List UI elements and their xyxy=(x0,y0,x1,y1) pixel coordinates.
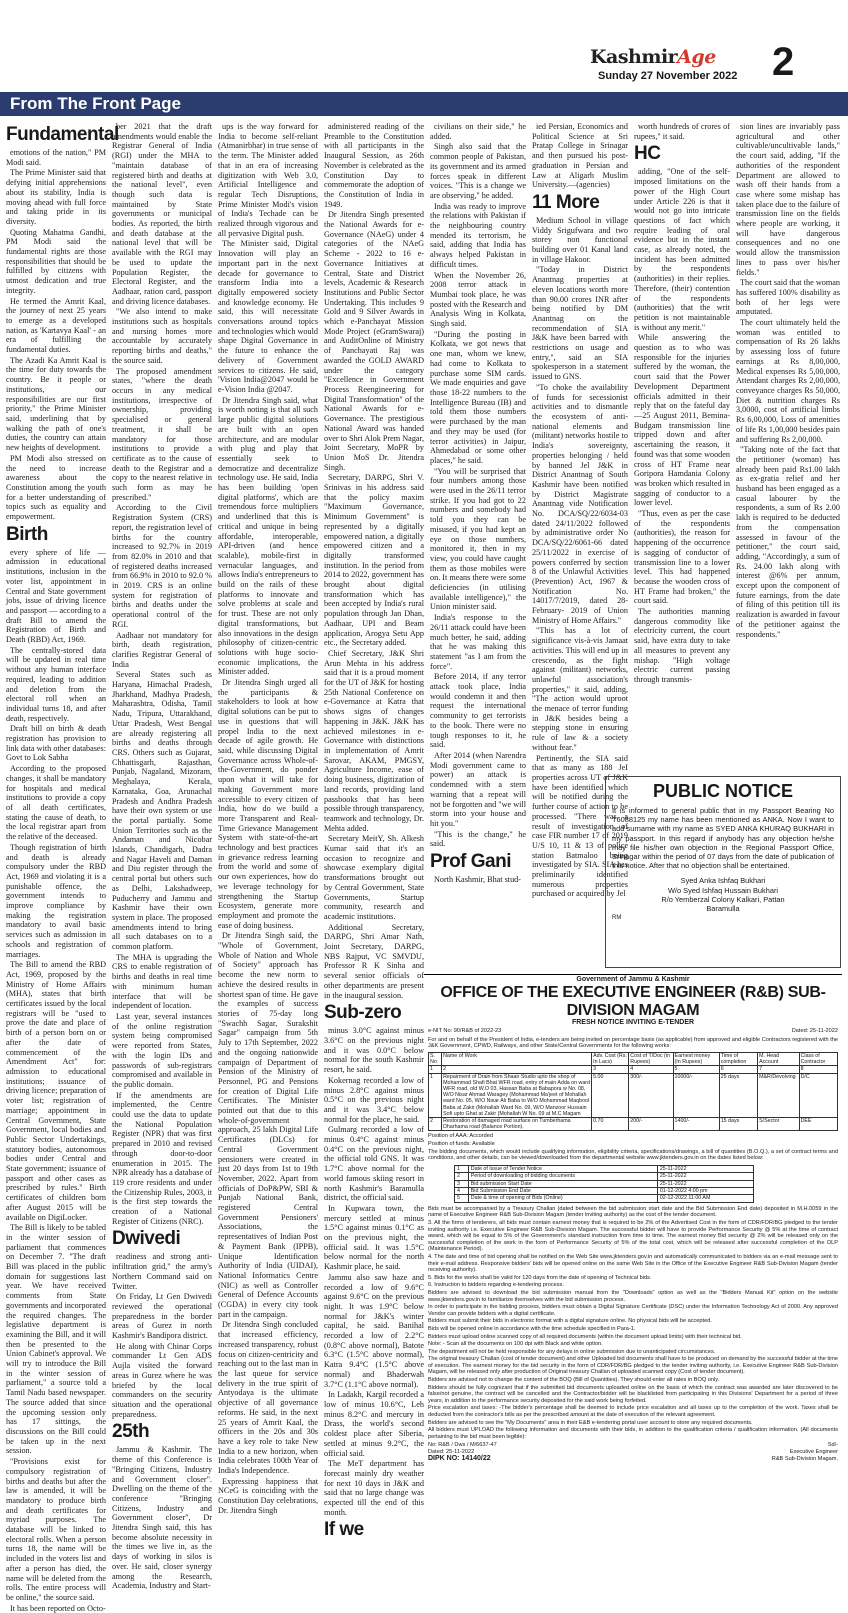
paragraph: Pertinently, the SIA said that as many as 188 JeI properties across UT of J&K have been identified which will be notified during the further course of action to be processed. "There was a result of investigation of case FIR number 17 of 2019 U/S 10, 11 & 13 of police station Batmaloo being investigated by SIA. SIA has preliminarily identified numerous properties purchased or acquired by Jel xyxy=(532,753,628,899)
paragraph: "Today in District Anantnag properties at eleven locations worth more than 90.00 crores INR after being notified by DM Anantnag on the recommendation of SIA J&K have been barred with restrictions on usage and entry,", said an SIA spokesperson in a statement issued to GNS. xyxy=(532,265,628,382)
notice-signatory-relation: W/o Syed Ishfaq Hussain Bukhari xyxy=(667,885,779,895)
paragraph: Medium School in village Viddy Srigufwara and two storey non functional building over 01 Kanal land in village Hakoor. xyxy=(532,215,628,264)
paragraph: Dr Jitendra Singh said, the "Whole of Government, Whole of Nation and Whole of Society" approach has become the new norm to achieve the desired results in shortest span of time. He gave the examples of success stories of 75-day long "Swachh Sagar, Surakshit Sagar" campaign from 5th July to 17th September, 2022 and the ongoing nationwide campaign of Department of Pension of the Ministry of Personnel, PG and Pensions for creation of Digital Life Certificates. The Minister pointed out that due to this whole-of-government approach, 25 lakh Digital Life Certificates (DLCs) for Central Government pensioners were created in just 20 days from 1st to 19th November, 2022. Apart from officials of DoP&PW, SBI & Punjab National Bank, registered Central Government Pensioners' Associations, the representatives of Indian Post & Payment Bank (IPPB), Unique Identification Authority of India (UIDAI), National Informatics Centre (NIC) as well as Controller General of Defence Accounts (CGDA) in every city took part in the campaign. xyxy=(218,931,318,1319)
paragraph: Singh also said that the common people of Pakistan, its government and its armed forces speak in different voices. "This is a change we are observing," he added. xyxy=(430,142,526,200)
tender-para: Bids must be accompanied by a Treasury Challan (dated between the bid submission start date and the Bid Submission End date) deposited in M.H.0059 in the name of Executive Engineer R&B Sub-Division Magam (tender inviting authority) as the cost of the tender document. xyxy=(428,1205,838,1219)
tender-para: 6. Instruction to bidders regarding e-tendering process. xyxy=(428,1282,564,1289)
tender-para: The department will not be held responsible for any delays in online submission due to unanticipated circumstances. xyxy=(428,1348,716,1355)
tender-funds: Position of funds: Available xyxy=(428,1141,495,1147)
paragraph: The centrally-stored data will be updated in real time without any human interface required, leading to addition and deletion from the electoral roll when an individual turns 18, and after death, respectively. xyxy=(6,645,106,723)
notice-signatory-district: Baramulla xyxy=(706,904,740,914)
paragraph: India was ready to improve the relations with Pakistan if the neighbouring country mended its terrorism, he said, adding that India has always helped Pakistan in difficult times. xyxy=(430,201,526,269)
table-header-cell: M. Head Account xyxy=(758,1052,799,1065)
table-column-number: 2 xyxy=(442,1066,592,1073)
table-cell: 1 xyxy=(429,1073,442,1117)
paragraph: The Azadi Ka Amrit Kaal is the time for duty towards the country. Be it people or institutions, our responsibilities are our first priority," the Prime Minister said, underlining that by walking the path of one's duties, the country can attain new heights of development. xyxy=(6,355,106,453)
paragraph: Secretary MeitY, Sh. Alkesh Kumar said that it's an occasion to recognize and showcase exemplary digital transformations brought out by Central Government, State Governments, Startup community, research and academic institutions. xyxy=(324,834,424,921)
paragraph: Before 2014, if any terror attack took place, India would condemn it and then request the international community to get terrorists to the book. There were no tough responses to it, he said. xyxy=(430,672,526,750)
headline-25th[interactable]: 25th xyxy=(112,1421,150,1443)
table-header-cell: S. No xyxy=(429,1052,442,1065)
paragraph: Chief Secretary, J&K Shri Arun Mehta in his address said that it is a proud moment for the UT of J&K for hosting 25th National Conference on e-Governance at Katra that shows signs of changes happening in J&K. J&K has achieved milestones in e-Governance with distinctions in implementation of Amrit Sarovar, AKAM, PMGSY, Agriculture Income, ease of doing business, digitization of land records, providing land passbooks that has been possible through transparency, teamwork and technology, Dr. Mehta added. xyxy=(324,648,424,833)
paragraph: When the November 26, 2008 terror attack in Mumbai took place, he was posted with the Research and Analysis Wing in Kolkata, Singh said. xyxy=(430,270,526,329)
paragraph: The MHA is upgrading the CRS to enable registration of births and deaths in real time with minimum human interface that will be independent of location. xyxy=(112,952,212,1011)
table-column-number: 6 xyxy=(719,1066,757,1073)
paragraph: Quoting Mahatma Gandhi, PM Modi said the fundamental rights are those responsibilities that should be fulfilled by citizens with utmost dedication and true integrity. xyxy=(6,227,106,295)
table-header-cell: Name of Work xyxy=(442,1052,592,1065)
paragraph: Though registration of birth and death is already compulsory under the RBD Act, 1969 and violating it is a punishable offence, the government intends to improve compliance by making the registration mandatory to avail basic services such as admission in schools and registration of marriages. xyxy=(6,842,106,959)
article-column-5 xyxy=(430,122,526,972)
article-column-1 xyxy=(6,122,119,1613)
tender-para: All bidders must UPLOAD the following information and documents with their bids, in addition to the qualification criteria / qualification information. (All documents pertaining to the bid must been legible): xyxy=(428,1427,838,1440)
paragraph: Dr Jitendra Singh said, what is worth noting is that all such large public digital solutions are built with an open architecture, and are modular with plug and play that essentially seek to democratize and decentralize technology use. He said, India has been building 'open digital platforms', which are tremendous force multipliers and underlined that this is critical and unique in being affordable, interoperable, API-driven (and hence scalable), mobile-first in vernacular languages, and allows India's entrepreneurs to build on the rails of these platforms to innovate and solve problems at scale and for trust. These are not only digital transformations, but also innovations in the design philosophy of citizen-centric solutions with huge socio-economic implications, the Minister added. xyxy=(218,395,318,677)
paragraph: The proposed amendment states, "where the death occurs in any medical institutions, irrespective of ownership, providing specialised or general treatment, it shall be mandatory for those institutions to provide a certificate as to the cause of death to the Registrar and a copy to the nearest relative in such form as may be prescribed." xyxy=(112,366,212,502)
tender-ref-date: Dated: 25-11-2022 xyxy=(428,1449,475,1455)
paragraph: worth hundreds of crores of rupees," it said. xyxy=(634,122,730,141)
paragraph: Aadhaar not mandatory for birth, death registration, clarifies Registrar General of India xyxy=(112,630,212,669)
paragraph: "Thus, even as per the case of the respondents (authorities), the reason for happening of the occurrence is sagging of conductor of transmission line to a lower level. This had happened because the wooden cross of HT Frame had broken," the court said. xyxy=(634,509,730,606)
paragraph: Dr Jitendra Singh urged all the participants & stakeholders to look at how digital solutions can be put to use in questions that will propel India to the next decade of agile growth. He said, while discussing Digital Governance across Whole-of-the-Government, do ponder upon what it will take for making Government more accessible to every citizen of India, how do we build a more Transparent and Real-Time Grievance Management System with state-of-the-art technology and best practices in grievance redress learning from the world and some of our own experiences, how do we leverage technology for strengthening the Startup Ecosystem, generate more employment and promote the ease of doing business. xyxy=(218,678,318,930)
paragraph: According to the proposed changes, it shall be mandatory for hospitals and medical institutions to provide a copy of all death certificates, stating the cause of death, to the local registrar apart from the relative of the deceased. xyxy=(6,764,106,842)
table-column-number: 3 xyxy=(592,1066,629,1073)
table-cell: 02-12-2022 11:00 AM xyxy=(657,1195,753,1202)
table-cell: Period of downloading of bidding documents xyxy=(468,1173,657,1180)
tender-works-table xyxy=(428,1052,838,1131)
tender-intro: For and on behalf of the President of India, e-tenders are being invited on percentage basis (as applicable) from approved and eligible Contractors registered with the J&K Government, CPWD, Railways, and other State/Central Governments for the following works: xyxy=(428,1036,838,1050)
paragraph: The Bill is likely to be tabled in the winter session of parliament that commences on December 7. "The draft Bill was placed in the public domain for suggestions last year. We have received comments from State governments and incorporated the required changes. The legislative department is examining the Bill, and it will then be presented to the Union Cabinet's approval. We will try to introduce the Bill in the winter session of parliament," a source told a Tamil Nadu based newspaper. The source added that since the upcoming session only has 17 sittings, the discussions on the Bill could be taken up in the next session. xyxy=(6,1223,106,1456)
tender-para: 3. All the firms of tenderers, all bids must contain earnest money that is required to be 2% of the Advertised Cost in the form of CDR/FDR/BG pledged to the tender inviting authority i.e. Executive Engineer R&B Sub-Division Magam. The successful bidder will have to provide Performance Security @ 5% at the time of contract award, which will be equal to 5% of the Government's standard instruction from time to time. The earnest money Bid security @ 2% will be released only on the successful completion of the work in the form of Performance Security of 5% of the total cost, which will be released after successful completion of the DLP (Maintenance Period). xyxy=(428,1220,838,1253)
table-cell: Bid submission Start Date xyxy=(468,1180,657,1187)
paragraph: Jammu & Kashmir. The theme of this Conference is "Bringing Citizens, Industry and Government closer". Dwelling on the theme of the conference "Bringing Citizens, Industry and Government closer", Dr Jitendra Singh said, this has become absolute necessity in the times we live in, as the days of working in silos is over. He said, closer synergy among the Research, Academia, Industry and Start- xyxy=(112,1445,212,1591)
headline-11-more[interactable]: 11 More xyxy=(532,191,600,213)
headline-dwivedi[interactable]: Dwivedi xyxy=(112,1228,181,1250)
paragraph: Secretary, DARPG, Shri V. Srinivas in his address said that the policy maxim "Maximum Governance, Minimum Government" is represented by a digitally empowered nation, a digitally empowered citizen and a digitally transformed institution. In the period from 2014 to 2022, government has brought about digital transformation which has been accepted by India's rural population through Jan Dhan, Aadhaar, UPI and Beam application, Arogya Setu App etc., the Secretary added. xyxy=(324,473,424,648)
paragraph: Dr Jitendra Singh presented the National Awards for e-Governance (NAeG) under 4 categories of the NAeG Scheme - 2022 to 16 e-Governance Initiatives at Central, State and District levels, Academic & Research Institutions and Public Sector Undertaking. This includes 9 Gold and 9 Silver Awards in which e-Panchayat Mission Mode Project (eGramSwaraj) and AuditOnline of Ministry of Panchayati Raj was awarded the GOLD AWARD under the category "Excellence in Government Process Reengineering for Digital Transformation" of the National Awards for e-Governance. The prestigious National Award was handed over to Shri Alok Prem Nagar, Joint Secretary, MoPR by Union MoS Dr. Jitendra Singh. xyxy=(324,210,424,472)
article-column-4 xyxy=(324,122,424,1541)
tender-dipk: DIPK NO: 14140/22 xyxy=(428,1454,491,1462)
table-cell: Repairment of Drain from Shaan Studio upto the shop of Mohammad Shafi Bhat WFR road, entry of main Adda on ward WFR road, old W.O 03, Hassan Baba at Babapora w No. 08, W/O Nisar Ahmad Waragey (Mohammad Ma'jeet of Mohallah ward No. 05, W/O Nisar Ali Baba to W/O Mohammad Maqbool Baba at Zakir (Mohallah Ward No. 09, W/O Manzoor Hussain Sofi upto Ghat at Zakir (Mohallah W No. 09 at M.C Magam xyxy=(443,1073,591,1117)
paragraph: The authorities manning dangerous commodity like electricity current, the court said, have extra duty to take all measures to prevent any mishap. "High voltage electric current passing through transmis- xyxy=(634,607,730,684)
paragraph: If the amendments are implemented, the Centre could use the data to update the National Population Register (NPR) that was first prepared in 2010 and revised through door-to-door enumeration in 2015. The NPR already has a database of 119 crore residents and under the Citizenship Rules, 2003, it is the first step towards the creation of a National Register of Citizens (NRC). xyxy=(112,1090,212,1226)
paragraph: Gulmarg recorded a low of minus 0.4°C against minus 0.4°C on the previous night, the official told GNS. It was 1.7°C above normal for the world famous skiing resort in north Kashmir's Baramulla district, the official said. xyxy=(324,1125,424,1203)
paragraph: sion lines are invariably pass agricultural and other cultivable/uncultivable lands," the court said, adding, "If the authorities of the respondent Department are allowed to wash off their hands from a case where some mishap has taken place due to the failure of transmission line on the fields where people are working, it will have dangerous consequences and no one would allow the transmission lines to pass over his/her fields." xyxy=(736,122,840,277)
table-cell: 1400/- xyxy=(673,1118,719,1131)
tender-para: 4. The date and time of bid opening shall be notified on the Web Site www.jktenders.gov.in and automatically communicated to bidders via an e-mail message sent to their e-mail address. Responsive bidders' bids will be opened online on the same Web Site in the Office of the Executive Engineer R&B Sub-Division Magam (tender receiving authority). xyxy=(428,1253,838,1274)
table-cell: 01-12-2022 4:00 pm xyxy=(657,1188,753,1195)
paragraph: Several States such as Haryana, Himachal Pradesh, Jharkhand, Madhya Pradesh, Maharashtra, Odisha, Tamil Nadu, Tripura, Uttarakhand, Uttar Pradesh, West Bengal are already registering all births and deaths through CRS. Others such as Gujarat, Chhattisgarh, Rajasthan, Punjab, Nagaland, Mizoram, Meghalaya, Kerala, Karnataka, Goa, Arunachal Pradesh and Andhra Pradesh have their own system or use the portal partially. Some Union Territories such as the Andaman and Nicobar Islands, Chandigarh, Dadra and Nagar Haveli and Daman and Diu register through the central portal but others such as Delhi, Lakshadweep, Puducherry and Jammu and Kashmir have their own system in place. The proposed amendments intend to bring all such databases on to a common platform. xyxy=(112,670,212,952)
paragraph: "We also intend to make institutions such as hospitals and nursing homes more accountable by accurately reporting births and deaths," the source said. xyxy=(112,307,212,365)
paragraph: According to the Civil Registration System (CRS) report, the registration level of births for the country increased to 92.7% in 2019 from 82.0% in 2010 and that of registered deaths increased from 66.9% in 2010 to 92.0 % in 2019. CRS is an online system for registration of births and deaths under the operational control of the RGI. xyxy=(112,503,212,629)
paragraph: "Taking note of the fact that the petitioner (woman) has already been paid Rs1.00 lakh as ex-gratia relief and her husband has been engaged as a casual labourer by the respondents, a sum of Rs 2.00 lakh is required to be deducted from the compensation assessed in favour of the petitioner," the court said, adding, "Accordingly, a sum of Rs. 24.00 lakh along with interest @6% per annum, except upon the component of future earnings, from the date of filing of this petition till its realization is awarded in favour of the petitioner against the respondents." xyxy=(736,445,840,639)
table-cell: Restoration of damaged road surface on Tumberhama Dharhama road (Balance Portion). xyxy=(442,1118,592,1131)
table-header-cell: Adv. Cost (Rs. In Lacs) xyxy=(593,1052,627,1066)
headline-fundamental[interactable]: Fundamental xyxy=(6,124,119,145)
table-cell: 10000/- xyxy=(673,1073,719,1117)
tender-signatory-dept: R&B Sub-Division Magam. xyxy=(771,1455,838,1462)
table-cell: M&R/Devolving xyxy=(758,1073,799,1117)
paragraph: On Friday, Lt Gen Dwivedi reviewed the operational preparedness in the border areas of Gurez in north Kashmir's Bandipora district. xyxy=(112,1292,212,1341)
tender-ref-number: No: R&B / Dws / M/6637-47 xyxy=(428,1442,497,1449)
table-cell: 2 xyxy=(455,1173,469,1180)
section-title: From The Front Page xyxy=(10,94,181,113)
tender-para: In order to participate in the bidding process, bidders must obtain a Digital Signature Certificate (DSC) under the Information Technology Act of 2000. Any approved Vendor can provide bidders with a digital certificate. xyxy=(428,1304,838,1317)
tender-para: Bidders are advised not to change the content of the BOQ (Bill of Quantities). They should enter all rates in BOQ only. xyxy=(428,1377,720,1384)
table-row xyxy=(429,1118,838,1131)
paragraph: Kokernag recorded a low of minus 2.8°C against minus 0.5°C on the previous night and it was 3.4°C below normal for the place, he said. xyxy=(324,1075,424,1124)
tender-para: Bids will be opened online in accordance with the time schedule specified in Para-1. xyxy=(428,1325,636,1332)
masthead xyxy=(0,0,848,88)
table-header-cell: Class of Contractor xyxy=(799,1052,837,1065)
paragraph: Expressing happiness that NCeG is coinciding with the Constitution Day celebrations, Dr. Jitendra Singh xyxy=(218,1476,318,1515)
table-cell: 5.00 xyxy=(592,1073,629,1117)
tender-para: The bidding documents, which would include qualifying information, eligibility criteria, specifications/drawings, a bill of quantities (B.O.Q.), a set of contract terms and conditions, and other details, can be viewed/downloaded from the departmental website www.jktenders.gov.in on the dates listed below: xyxy=(428,1148,838,1162)
paragraph: PM Modi also stressed on the need to increase awareness about the Constitution among the youth for a better understanding of topics such as equality and empowerment. xyxy=(6,453,106,522)
tender-title: OFFICE OF THE EXECUTIVE ENGINEER (R&B) SUB-DIVISION MAGAM xyxy=(440,983,826,1019)
tender-signatory-title: Executive Engineer xyxy=(789,1449,838,1455)
table-cell: S/Sector xyxy=(758,1118,799,1131)
paragraph: "You will be surprised that four numbers among those were used in the 26/11 terror strike. If you had got to 22 numbers and somebody had told you they can be misused, if you had kept an eye on those numbers, monitored it, then in my view, you could have caught them as those mobiles were on. It means there were some deficiencies (in utilising available intelligence)," the Union minister said. xyxy=(430,466,526,612)
table-header-cell: Cost of T/Doc (in Rupees) xyxy=(629,1052,673,1065)
public-notice-title: PUBLIC NOTICE xyxy=(652,781,793,801)
paragraph: The court ultimately held the woman was entitled to compensation of Rs 26 lakhs by assessing loss of future earnings at Rs 8,00,000, Medical expenses Rs 5,00,000, Attendant charges Rs 2,00,000, conveyance charges Rs 50,000, Diet & nutrition charges Rs 3,0000, cost of artificial limbs Rs 6,00,000, Loss of amenities of life Rs 1,00,000 besides pain and suffering Rs 2,00,000. xyxy=(736,318,840,444)
tender-para: 5. Bids for the works shall be valid for 120 days from the date of opening of Technical bids. xyxy=(428,1274,652,1281)
tender-para: Price escalation and taxes: -The bidder's percentage shall be deemed to include price escalation and all taxes up to the completion of the work. Taxes shall be deducted from the contractor's bills as per the prescribed amount at the date of execution of the relevant agreement. xyxy=(428,1405,838,1419)
paragraph: ied Persian, Economics and Political Science at Sri Pratap College in Srinagar and then pursued his post-graduation in Persian and Law at Aligarh Muslim University.—(agencies) xyxy=(532,122,628,190)
table-header-cell: Earnest money (In Rupees) xyxy=(673,1052,719,1065)
paragraph: After 2014 (when Narendra Modi government came to power) an attack is condemned with a stern warning that a repeat will not be forgotten and "we will storm into your house and hit you." xyxy=(430,751,526,828)
tender-date: Dated: 25-11-2022 xyxy=(791,1028,838,1035)
paragraph: ber 2021 that the draft amendments would enable the Registrar General of India (RGI) under the MHA to "maintain database of registered birth and deaths at the national level", even though such data is maintained by State governments or municipal bodies. As reported, the birth and death database at the national level that will be available with the RGI may be used to update the Population Register, the Electoral Register, and the Aadhaar, ration card, passport and driving licence databases. xyxy=(112,122,212,306)
paragraph: emotions of the nation," PM Modi said. xyxy=(6,148,106,167)
table-cell: Date & time of opening of Bids (Online) xyxy=(468,1195,657,1202)
table-cell: D/C xyxy=(799,1073,837,1117)
notice-signatory-name: Syed Anka Ishfaq Bukhari xyxy=(680,876,766,886)
article-column-2 xyxy=(112,122,212,1591)
paragraph: civilians on their side," he added. xyxy=(430,122,526,141)
paragraph: It has been reported on Octo- xyxy=(10,1603,106,1613)
tender-government: Government of Jammu & Kashmir xyxy=(576,976,690,983)
table-row xyxy=(455,1173,754,1180)
headline-sub-zero[interactable]: Sub-zero xyxy=(324,1002,402,1024)
table-cell: 200/- xyxy=(629,1118,673,1131)
table-cell: 25-11-2022 xyxy=(657,1165,753,1172)
public-notice-body: It is informed to general public that in my Passport Bearing No T6088125 my name has been mentioned as ANKA. Now I want to add surname with my name as SYED ANKA KHURAQ BUKHARI in my passport. In this regard if anybody has any objection he/she may file his/her own objection in the Regional Passport Office, Srinagar within the period of 07 days from the date of publication of this notice. After that no objection shall be entertained. xyxy=(612,806,834,871)
table-row xyxy=(455,1188,754,1195)
table-row xyxy=(429,1073,838,1117)
paragraph: He termed the Amrit Kaal, the journey of next 25 years to emerge as a developed nation, as 'Kartavya Kaal' - an era of fulfilling the fundamental duties. xyxy=(6,296,106,355)
paragraph: every sphere of life — admission in educational institutions, inclusion in the voter list, appointment in Central and State government jobs, issue of driving licence and passport — according to a draft Bill to amend the Registration of Birth and Death (RBD) Act, 1969. xyxy=(6,547,106,645)
headline-if-we[interactable]: If we xyxy=(324,1519,364,1541)
paragraph: In Kupwara town, the mercury settled at minus 1.5°C against minus 0.1°C as on the previous night, the official said. It was 1.5°C below normal for the north Kashmir place, he said. xyxy=(324,1203,424,1272)
page-number: 2 xyxy=(772,40,795,84)
paragraph: Jammu also saw haze and recorded a low of 9.6°C against 9.6°C on the previous night. It was 1.9°C below normal for J&K's winter capital, he said. Banihal recorded a low of 2.2°C (0.8°C above normal), Batote 6.3°C (1.5°C above normal), Katra 9.4°C (1.5°C above normal) and Bhaderwah 3.7°C (1.1°C above normal). xyxy=(324,1272,424,1389)
table-column-number: 1 xyxy=(429,1066,442,1073)
tender-sd: Sd/- xyxy=(827,1442,838,1449)
headline-prof-gani[interactable]: Prof Gani xyxy=(430,851,512,873)
table-cell: 4 xyxy=(455,1188,469,1195)
paragraph: Draft bill on birth & death registration has provision to link data with other databases: Govt to Lok Sabha xyxy=(6,724,106,763)
table-header-cell: Time of completion xyxy=(719,1052,757,1065)
table-column-number: 5 xyxy=(673,1066,719,1073)
section-banner xyxy=(0,92,848,116)
notice-code: RM xyxy=(612,915,622,922)
paragraph: minus 3.0°C against minus 3.6°C on the previous night and it was 0.0°C below normal for the south Kashmir resort, he said. xyxy=(324,1026,424,1075)
tender-advertisement xyxy=(424,974,842,1462)
table-column-number: 4 xyxy=(629,1066,673,1073)
paragraph: He along with Chinar Corps commander Lt Gen ADS Aujla visited the forward areas in Gurez where he was briefed by the local commanders on the security situation and the operational preparedness. xyxy=(112,1341,212,1419)
tender-subtitle: FRESH NOTICE INVITING E-TENDER xyxy=(571,1018,695,1026)
paragraph: "During the posting in Kolkata, we got news that one man, whom we knew, had come to Kolkata to purchase some SIM cards. We made enquiries and gave those 18-22 numbers to the Intelligence Bureau (IB) and told them those numbers were purchased by the man and they may be used (for terror activities) in Jaipur, Ahmedabad or some other places," he said. xyxy=(430,329,526,465)
headline-birth[interactable]: Birth xyxy=(6,523,48,545)
paragraph: "To choke the availability of funds for secessionist activities and to dismantle the ecosystem of anti-national elements and (militant) networks hostile to India's sovereignty, properties belonging / held by banned Jel J&K in District Anantnag of South Kashmir have been notified by District Magistrate Anantnag vide Notification No. DCA/SQ/22/6034-03 dated 24/11/2022 followed by administrative order No DCA/SQ/22/6061-66 dated 25/11/2022 in exercise of powers conferred by section 8 of the Unlawful Activities (Prevention) Act, 1967 & Notification No. 14017/7/2019, dated 28- February- 2019 of Union Ministry of Home Affairs." xyxy=(532,382,628,625)
paragraph: In Ladakh, Kargil recorded a low of minus 10.6°C, Leh minus 8.2°C and mercury in Drass, the world's second coldest place after Siberia, settled at minus 9.2°C, the official said. xyxy=(324,1390,424,1458)
table-cell: DEE xyxy=(799,1118,837,1131)
paragraph: adding, "One of the self-imposed limitations on the power of the High Court under Article 226 is that it would not go into intricate questions of fact which require leading of oral evidence but in the instant case, as already noted, the incident has been admitted by the respondents (authorities) in their replies. Therefore, (their) contention of the respondents (authorities) that the writ petition is not maintainable is without any merit." xyxy=(634,167,730,332)
paragraph: The Minister said, Digital Innovation will play an important part in the next decade for governance to transform India into a digitally empowered society and knowledge economy. He said, this will necessitate conversations around topics and technologies which would shape Digital Governance in the future to enhance the delivery of Government services to citizens. He said, 'Vision India@2047 would be e-Vision India @2047. xyxy=(218,239,318,394)
tender-para: Bidders are advised to download the bid submission manual from the "Downloads" option as well as the "Bidders Manual Kit" option on the website www.jktenders.gov.in to familiarize themselves with the bid submission process. xyxy=(428,1289,838,1303)
table-cell: 25-11-2022 xyxy=(657,1173,753,1180)
issue-date: Sunday 27 November 2022 xyxy=(598,70,738,82)
paragraph: Last year, several instances of the online registration system being compromised were reported from States, with the login IDs and passwords of sub-registrars compromised and available in the public domain. xyxy=(112,1011,212,1089)
paragraph: ups is the way forward for India to become self-reliant (Atmanirbhar) in true sense of the term. The Minister added that in an era of increasing digitization with Web 3.0, Artificial Intelligence and regular Tech Disruptions, Prime Minister Modi's vision of India's Techade can be realized through vigorous and all pervasive Digital push. xyxy=(218,122,318,238)
paragraph: The Bill to amend the RBD Act, 1969, proposed by the Ministry of Home Affairs (MHA), states that birth certificates issued by the local registrars will be "used to prove the date and place of birth of a person born on or after the date of commencement of the Amendment Act" for: admission to educational institutions; issuance of driving licence; preparation of voter list; registration of marriage; appointment in Central Government, State Government, local bodies and Public Sector Undertakings, statutory bodies, autonomous bodies under Central and State government; issuance of passport and other cases as prescribed by rules." Birth certificates of children born after August 2015 will be available on DigiLocker. xyxy=(6,960,106,1222)
table-cell: Bid Submission End Date xyxy=(468,1188,657,1195)
table-cell: 25-11-2022 xyxy=(657,1180,753,1187)
table-row xyxy=(455,1165,754,1172)
tender-nit-number: e-NIT No: 90/R&B of 2022-23 xyxy=(428,1028,502,1035)
tender-para: Bidders are advised to see the "My Documents" area in their E&B e-tendering portal user account to store any required documents. xyxy=(428,1419,753,1426)
table-cell: 3 xyxy=(455,1180,469,1187)
paragraph: Additional Secretary, DARPG, Shri Amar Nath, Joint Secretary, DARPG, NBS Rajput, VC SMVDU, Professor R K Sinha and several senior officials of other departments are present in the inaugural session. xyxy=(324,922,424,1000)
tender-para: Note: - Scan all the documents on 100 dpi with Black and white option. xyxy=(428,1341,603,1348)
table-cell: 1 xyxy=(455,1165,469,1172)
table-cell: 2 xyxy=(429,1118,442,1131)
tender-para: Bidders must upload online scanned copy of all required documents (within the document upload limits) with their technical bid. xyxy=(428,1333,742,1340)
table-cell: 15 days xyxy=(719,1118,757,1131)
table-row xyxy=(455,1195,754,1202)
tender-para: Bidders should be fully cognizant that if the submitted bid documents uploaded online on the basis of which the contract was awarded are later discovered to be false/not genuine, the contract will be cancelled and the Contractor/bidder will be blacklisted from participating in this Divisions' Department for a period of three years, in addition to the performance security deposited for the said work being forfeited. xyxy=(428,1384,838,1404)
table-column-number: 8 xyxy=(799,1066,837,1073)
table-cell: Date of Issue of Tender Notice xyxy=(468,1165,657,1172)
notice-signatory-address: R/o Yemberzal Colony Kalkari, Pattan xyxy=(661,894,785,904)
tender-aaa: Position of AAA: Accorded xyxy=(428,1133,493,1140)
tender-para: Bidders must submit their bids in electronic format with a digital signature online. No physical bids will be accepted. xyxy=(428,1318,712,1325)
paragraph: "This has a lot of significance vis-à-vis Jamaat activities. This will end up in crescendo, as the fight against (militant) networks, unlawful association's properties," it said, adding, "The action would uproot the menace of terror funding in J&K besides being a stepping stone in ensuring rule of law & a society without fear." xyxy=(532,626,628,752)
article-column-3 xyxy=(218,122,318,1515)
public-notice-box xyxy=(605,776,841,968)
table-column-number: 7 xyxy=(758,1066,799,1073)
paragraph: India's response to the 26/11 attack could have been much better, he said, adding that he was making this statement "as I am from the force". xyxy=(430,613,526,671)
paragraph: North Kashmir, Bhat stud- xyxy=(434,875,521,885)
headline-hc[interactable]: HC xyxy=(634,143,661,165)
table-cell: 25 days xyxy=(719,1073,757,1117)
table-cell: 5 xyxy=(455,1195,469,1202)
article-column-7 xyxy=(634,122,730,772)
paragraph: readiness and strong anti-infiltration grid," the army's Northern Command said on Twitter. xyxy=(112,1252,212,1291)
tender-para: The original treasury Challan (cost of tender document) and other Uploaded bid documents shall have to be produced on demand by the successful bidder at the time of execution. The earnest money for the bid security in the form of CDR/FDR/BG pledged to the tender inviting authority, i.e. Executive Engineer R&B Sub-Division Magam, will be released only after production of Original treasury Challan of uploaded scanned copy (Cost of tender document). xyxy=(428,1356,838,1376)
article-column-8 xyxy=(736,122,840,772)
table-cell: 300/- xyxy=(629,1073,673,1117)
tender-dates-table xyxy=(454,1165,754,1203)
paragraph: The court said that the woman has suffered 100% disability as both of her legs were amputated. xyxy=(736,278,840,317)
table-cell: 0.70 xyxy=(592,1118,629,1131)
paragraph: administered reading of the Preamble to the Constitution with all participants in the Inaugural Session, as 26th November is celebrated as the Constitution Day to commemorate the adoption of the Constitution of India in 1949. xyxy=(324,122,424,209)
newspaper-logo[interactable]: KashmirAge xyxy=(590,46,716,68)
paragraph: "This is the change," he said. xyxy=(430,829,526,849)
table-row xyxy=(455,1180,754,1187)
paragraph: The MeT department has forecast mainly dry weather for next 10 days in J&K and said that no large change was expected till the end of this month. xyxy=(324,1459,424,1517)
paragraph: While answering the question as to who was responsible for the injuries suffered by the woman, the court said that the Power Development Department officials admitted in their reply that on the fateful day—25 August 2011, Bemina-Budgam transmission line tripped down and after ascertaining the reason, it found was that some wooden cross of HT Frame near Goripora Hamdania Colony was broken which resulted in sagging of conductor to a lower level. xyxy=(634,333,730,508)
paragraph: The Prime Minister said that defying initial apprehensions about its stability, India is moving ahead with full force and taking pride in its diversity. xyxy=(6,168,106,226)
paragraph: "Provisions exist for compulsory registration of births and deaths but after the law is amended, it will be mandatory to produce birth and death certificates for myriad purposes. The database will be linked to electoral rolls. When a person turns 18, the name will be included in the voters list and after a person has died, the name will be deleted from the rolls. The entire process will be online," the source said. xyxy=(6,1457,106,1602)
paragraph: Dr Jitendra Singh concluded that increased efficiency, increased transparency, robust focus on citizen-centricity and reaching out to the last man in the last queue for service delivery in the true spirit of Antyodaya is the ultimate objective of all governance reforms. He said, in the next 25 years of Amrit Kaal, the officers in the 20s and 30s have a key role to take New India to a new horizon, when India celebrates 100th Year of India's Independence. xyxy=(218,1320,318,1476)
